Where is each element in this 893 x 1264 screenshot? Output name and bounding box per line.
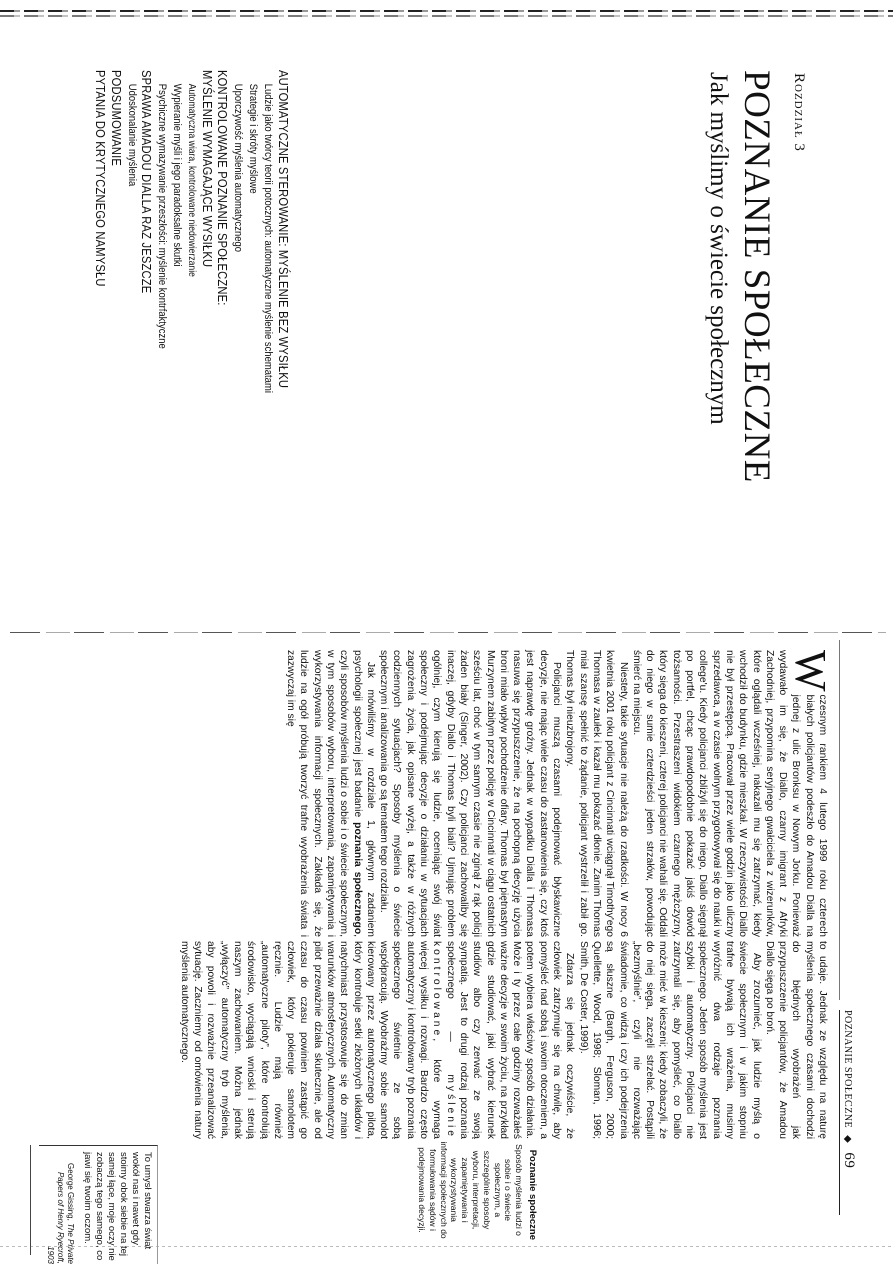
page-number: 69 bbox=[841, 1152, 857, 1169]
toc-item: Wypieranie myśli i jego paradoksalne skutki bbox=[171, 83, 184, 267]
header-rule-right bbox=[839, 1010, 840, 1215]
toc-item: MYŚLENIE WYMAGAJĄCE WYSIŁKU bbox=[200, 70, 215, 268]
quote-author: George Gissing, bbox=[66, 1163, 75, 1221]
margin-definition-text: Sposób myślenia ludzi o sobie i o świecie społecznym, a szczególnie sposoby wyboru, interpretacji, zapamiętywania i wykorzystywania informacji społecznych do formułowania sądów i podejmowania decyzji. bbox=[417, 1141, 525, 1239]
chapter-label: Rozdział 3 bbox=[791, 73, 807, 152]
header-rule bbox=[839, 640, 840, 1000]
paragraph: Policjanci muszą czasami podejmować błyskawiczne decyzje, nie mając wiele czasu do zastanowienia się, czy ktoś jest naprawdę groźny. Jednak w wypadku Dialla i Thomasa nasuwa się przypuszczenie, że na pochopną decyzję użycia broni miało wpływ pochodzenie ofiary. Thomas był piętnastym Murzynem zabitym przez policję w Cincinnati w ciągu ostatnich sześciu lat, choć w tym samym czasie nie zginął z rąk policji żaden biały (Singer, 2002). Czy policjanci zachowaliby się inaczej, gdyby Diallo i Thomas byli biali? Ujmując problem ogólniej, czym kierują się ludzie, oceniając swój świat społeczny i podejmując decyzje o działaniu w sytuacjach zagrożenia życia, jak opisane wyżej, a także w różnych codziennych sytuacjach? Sposoby myślenia o świecie społecznym i analizowania go są tematem tego rozdziału. bbox=[378, 650, 563, 937]
paragraph: to udaje. Jednak ze względu na naturę myślenia społecznego czasami dochodzi do błędnych wyobrażeń jak przypuszczenie policjantów, że Amadou Diallo sięga po broń. bbox=[763, 941, 828, 1139]
paragraph-text: , które wymaga więcej wysiłku i rozwagi. Bardzo często automatyczny i kontrolowany tryb poznania społecznego świetnie ze sobą współpracują. Wyobraźmy sobie samolot kierowany przez automatycznego pilota, który kontroluje setki złożonych układów i natychmiast przystosowuje się do zmian warunków atmosferycznych. Automatyczny pilot przeważnie działa skutecznie, ale od czasu do czasu powinien zastąpić go człowiek, który pokieruje samolotem ręcznie. Ludzie mają również „automatyczne piloty”, które kontrolują środowisko, wyciągają wnioski i sterują naszym zachowaniem. Można jednak „wyłączyć” automatyczny tryb myślenia, aby powoli i rozważnie przeanalizować sytuację. Zaczniemy od omówienia natury myślenia automatycznego. bbox=[178, 941, 443, 1139]
quote-year: 1903 bbox=[46, 1246, 55, 1264]
text-column-1 bbox=[284, 650, 835, 937]
toc-item: PYTANIA DO KRYTYCZNEGO NAMYSŁU bbox=[93, 70, 109, 287]
chapter-title: POZNANIE SPOŁECZNE bbox=[736, 70, 777, 483]
chapter-subtitle: Jak myślimy o świecie społecznym bbox=[705, 72, 732, 425]
bullet-icon: ◆ bbox=[842, 1135, 853, 1144]
text-column-2 bbox=[177, 941, 829, 1139]
paragraph-text: czesnym rankiem 4 lutego 1999 roku czterech białych policjantów podeszło do Amadou Dialla na jednej z ulic Bronksu w Nowym Jorku. Ponieważ wydawało im się, że Diallo, czarny imigrant z Afryki Zachodniej, przypomina seryjnego gwałciciela z wizerunków, które oglądali wcześniej, nakazali mu się zatrzymać, kiedy wchodził do budynku, gdzie mieszkał. W rzeczywistości Diallo nie był przestępcą. Pracował przez wiele godzin jako uliczny sprzedawca, a w czasie wolnym przygotowywał się do nauki w college'u. Kiedy policjanci zbliżyli się do niego, Diallo sięgnął po portfel, chcąc prawdopodobnie pokazać jakiś dowód tożsamości. Przestraszeni widokiem czarnego mężczyzny, który sięga do kieszeni, czterej policjanci nie wahali się. Oddali do niego w sumie czterdzieści jeden strzałów, powodując śmierć na miejscu. bbox=[630, 650, 828, 937]
right-page bbox=[0, 640, 893, 1263]
toc-item: PODSUMOWANIE bbox=[109, 70, 124, 167]
quote-source bbox=[45, 1152, 75, 1264]
epigraph-quote bbox=[39, 1145, 158, 1264]
paragraph bbox=[177, 941, 576, 1139]
running-head-title: POZNANIE SPOŁECZNE bbox=[842, 1010, 853, 1129]
margin-definition bbox=[416, 1140, 537, 1240]
toc-item: AUTOMATYCZNE STEROWANIE: MYŚLENIE BEZ WYSIŁKU bbox=[276, 70, 291, 389]
margin-definition-term: Poznanie społeczne bbox=[527, 1149, 538, 1240]
quote-text: To umysł stwarza świat wokół nas i nawet gdy stoimy obok siebie na tej samej łące, moje oczy nie zobaczą tego samego, co jawi się twoim oczom. bbox=[82, 1152, 153, 1261]
toc-item: Strategie i skróty myślowe bbox=[247, 83, 260, 194]
toc-item: Automatyczna wiara, kontrolowane niedowierzanie bbox=[186, 83, 198, 277]
quote-rule bbox=[30, 1145, 31, 1255]
key-term: poznania społecznego bbox=[351, 822, 363, 935]
toc-item: SPRAWA AMADOU DIALLA RAZ JESZCZE bbox=[139, 70, 155, 294]
toc-item: Uporczywość myślenia automatycznego bbox=[232, 83, 245, 253]
paragraph bbox=[630, 650, 835, 937]
key-term-spaced: myślenie kontrolowane bbox=[431, 941, 456, 1139]
toc-item: Ludzie jako twórcy teorii potocznych: automatyczne myślenie schematami bbox=[262, 83, 275, 393]
left-page bbox=[0, 0, 893, 630]
toc-item: KONTROLOWANE POZNANIE SPOŁECZNE: bbox=[215, 70, 231, 306]
toc-item: Psychiczne wymazywanie przeszłości: myślenie kontrfaktyczne bbox=[156, 83, 169, 349]
running-head bbox=[840, 1010, 857, 1168]
paragraph bbox=[284, 650, 377, 937]
paragraph-text: , czyli sposobów myślenia ludzi o sobie i o świecie społecznym, w tym sposobów wyboru, interpretowania, zapamiętywania i wykorzystywania informacji społecznych. Zakłada się, że ludzie na ogół próbują tworzyć trafne wyobrażenia świata i zazwyczaj im się bbox=[285, 650, 363, 937]
drop-cap: W bbox=[786, 650, 835, 692]
chapter-outline bbox=[93, 70, 291, 630]
toc-item: Udoskonalanie myślenia bbox=[126, 83, 138, 187]
paragraph-text: Jak mówiliśmy w rozdziale 1, głównym zadaniem psychologii społecznej jest badanie bbox=[351, 650, 376, 937]
paragraph: Aby zrozumieć, jak ludzie myślą o świecie społecznym i w jakim stopniu trafne bywają ich wrażenia, musimy wyróżnić dwa rodzaje poznania społecznego. Jeden sposób myślenia jest szybki i automatyczny. Policjanci nie zatrzymali się, aby pomyśleć, co Diallo może mieć w kieszeni; kiedy zobaczyli, że do niej sięga, zaczęli strzelać. Postąpili „bezmyślnie”, czyli nie rozważając świadomie, co widzą i czy ich podejrzenia są słuszne (Bargh, Ferguson, 2000; Quellette, Wood, 1998; Sloman, 1996; Smith, De Coster, 1999). bbox=[577, 941, 762, 1139]
quote-work: The Private Papers of Henry Ryecroft, bbox=[56, 1171, 75, 1264]
paragraph: Niestety, takie sytuacje nie należą do rzadkości. W nocy 6 kwietnia 2001 roku policjant z Cincinnati wciągnął Timothy'ego Thomasa w zaułek i kazał mu pokazać dłonie. Zanim Thomas miał szansę spełnić to żądanie, policjant wystrzelił i zabił go. Thomas był nieuzbrojony. bbox=[564, 650, 629, 937]
paragraph-text: Zdarza się jednak oczywiście, że człowiek zatrzymuje się na chwilę, aby pomyśleć nad sobą i swoim otoczeniem, a potem wybiera właściwy sposób działania. Może i ty przez całe godziny rozważałeś ważne decyzje w swoim życiu, na przykład gdzie studiować, jaki wybrać kierunek studiów albo czy zerwać ze swoją sympatią. Jest to drugi rodzaj poznania społecznego — bbox=[444, 941, 576, 1139]
